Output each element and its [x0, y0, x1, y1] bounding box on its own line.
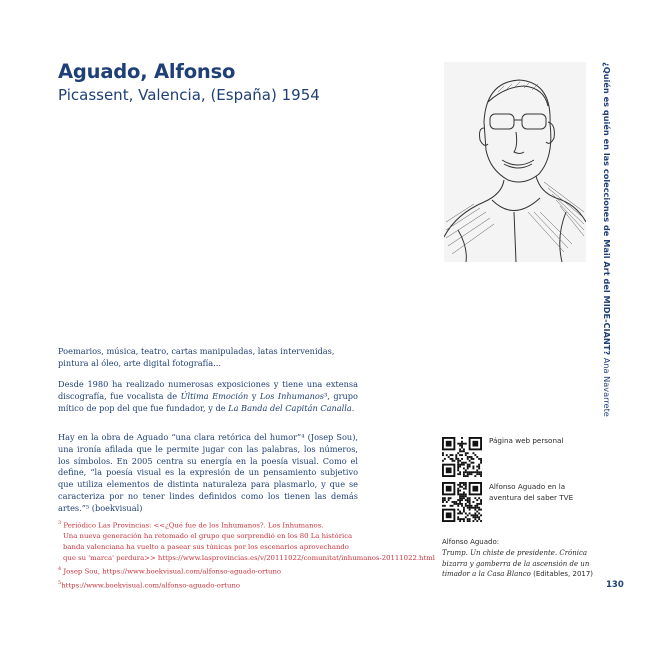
side-title: ¿Quién es quién en las colecciones de Mail Art del MIDE-CIANT? [602, 62, 612, 356]
qr-code-icon [442, 482, 482, 522]
footnote-text: https://www.boekvisual.com/alfonso-aguado-ortuno [61, 580, 241, 589]
body-paragraph-3: Hay en la obra de Aguado “una clara retórica del humor”⁴ (Josep Sou), una ironía afilada que le permite jugar con las palabras, los números, los símbolos. En 2005 centra su energía en la poesía visual. Como el define, “la poesía visual es la expresión de un pensamiento subjetivo que utiliza elementos de distinta naturaleza para plasmarlo, y que se caracteriza por no tener lindes definidos como los tienen las demás artes.”⁵ (boekvisual) [58, 432, 358, 513]
p2-italic-los-inhumanos: Los Inhumanos [259, 390, 324, 401]
p2-italic-ultima-emocion: Última Emoción [180, 390, 249, 401]
qr-code-icon [442, 437, 482, 477]
qr-label-personal-web: Página web personal [489, 436, 564, 445]
p2-text: y [248, 390, 260, 401]
footnote-4[interactable] [58, 564, 438, 577]
artist-name: Aguado, Alfonso [58, 60, 236, 83]
p2-text: . [351, 402, 355, 413]
footnote-3 [58, 518, 438, 531]
body-paragraph-1: Poemarios, música, teatro, cartas manipuladas, latas intervenidas, pintura al óleo, arte digital fotografía... [58, 346, 335, 368]
footnote-number: 3 [58, 520, 62, 526]
footnote-number: 5 [58, 579, 62, 586]
portrait-sketch [444, 62, 586, 262]
p2-italic-banda: La Banda del Capitán Canalla [228, 402, 352, 413]
footnote-5[interactable] [58, 578, 438, 591]
qr-code-personal-web[interactable] [442, 437, 482, 477]
artist-origin: Picassent, Valencia, (España) 1954 [58, 86, 320, 104]
book-reference [442, 537, 597, 580]
footnote-3-line: Una nueva generación ha retomado el grupo que sorprendió en los 80 La histórica [63, 532, 353, 541]
footnote-number: 4 [58, 566, 62, 573]
side-author: Ana Navarrete [602, 357, 612, 417]
qr-label-tve: Alfonso Aguado en la aventura del saber TVE [489, 482, 574, 502]
body-paragraph-2 [58, 379, 358, 414]
page-number: 130 [606, 580, 624, 590]
p2-text: Desde 1980 ha realizado numerosas exposiciones y tiene una extensa discografía, fue vocalista de [58, 379, 358, 401]
side-running-title [602, 62, 612, 417]
footnotes [58, 518, 438, 591]
reference-work-title: Trump. Un chiste de presidente. Crónica bizarra y gamberra de la ascensión de un timador a la Casa Blanco [442, 548, 590, 579]
reference-publisher: (Editables, 2017) [530, 570, 594, 579]
footnote-text: Periódico Las Provincias: <<¿Qué fue de los Inhumanos?. Los Inhumanos. [63, 521, 324, 530]
reference-author: Alfonso Aguado: [442, 538, 500, 546]
p2-text: ³, grupo mítico de pop del que fue fundador, y de [58, 390, 358, 413]
artist-portrait-drawing [444, 62, 586, 262]
footnote-3-line: banda valenciana ha vuelto a pasear sus túnicas por los escenarios aprovechando [63, 543, 349, 552]
qr-code-tve[interactable] [442, 482, 482, 522]
footnote-3-link[interactable]: que su 'marca' perdura>> https://www.lasprovincias.es/v/20111022/comunitat/inhumanos-20111022.html [63, 554, 435, 563]
footnote-text: Josep Sou, https://www.boekvisual.com/alfonso-aguado-ortuno [63, 567, 282, 576]
